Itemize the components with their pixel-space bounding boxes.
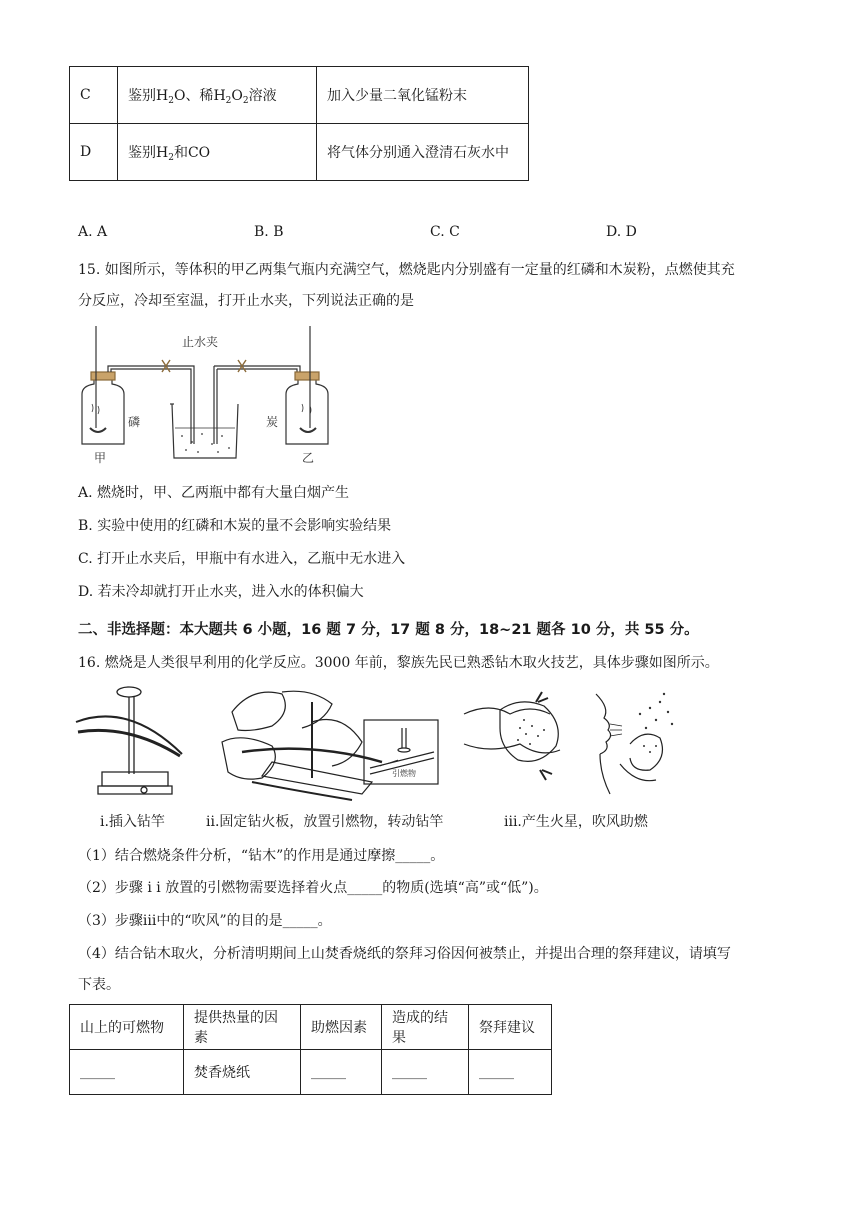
table-row [70, 67, 529, 124]
row-label: D [70, 124, 118, 181]
option-b[interactable]: B. B [254, 224, 284, 240]
phosphorus-label: 磷 [128, 415, 141, 429]
question-16-stem: 16. 燃烧是人类很早利用的化学反应。3000 年前，黎族先民已熟悉钻木取火技艺，具体步骤如图所示。 [78, 655, 719, 671]
section-heading: 二、非选择题：本大题共 6 小题，16 题 7 分，17 题 8 分，18~21 题各 10 分，共 55 分。 [78, 622, 699, 638]
drill-board-illustration [212, 682, 442, 804]
option-a[interactable]: A. 燃烧时，甲、乙两瓶中都有大量白烟产生 [78, 485, 350, 501]
row-item: 鉴别$H_2O$、稀$H_2O_2$溶液 [118, 67, 317, 124]
subquestion-4: （4）结合钻木取火，分析清明期间上山焚香烧纸的祭拜习俗因何被禁止，并提出合理的祭拜建议，请填写 [78, 946, 731, 962]
bottle-jia-label: 甲 [94, 451, 107, 465]
caption-step-1: i.插入钻竿 [100, 814, 165, 830]
option-d[interactable]: D. D [606, 224, 637, 240]
option-c[interactable]: C. 打开止水夹后，甲瓶中有水进入，乙瓶中无水进入 [78, 551, 406, 567]
blank-cell[interactable]: _____ [382, 1050, 469, 1095]
header-cell: 祭拜建议 [469, 1005, 552, 1050]
caption-step-2: ii.固定钻火板，放置引燃物，转动钻竿 [206, 814, 444, 830]
question-15-stem-cont: 分反应，冷却至室温，打开止水夹，下列说法正确的是 [78, 293, 414, 309]
blank-cell[interactable]: _____ [70, 1050, 184, 1095]
apparatus-figure [74, 326, 344, 468]
header-cell: 提供热量的因素 [184, 1005, 301, 1050]
bottle-yi-label: 乙 [302, 451, 315, 465]
blank-cell[interactable]: _____ [469, 1050, 552, 1095]
subquestion-1: （1）结合燃烧条件分析，“钻木”的作用是通过摩擦_____。 [78, 848, 445, 864]
answer-table [69, 66, 529, 181]
row-method: 将气体分别通入澄清石灰水中 [317, 124, 529, 181]
header-cell: 助燃因素 [301, 1005, 382, 1050]
header-cell: 山上的可燃物 [70, 1005, 184, 1050]
header-cell: 造成的结果 [382, 1005, 469, 1050]
inset-label: 引燃物 [392, 769, 416, 778]
option-c[interactable]: C. C [430, 224, 460, 240]
option-d[interactable]: D. 若未冷却就打开止水夹，进入水的体积偏大 [78, 584, 364, 600]
option-b[interactable]: B. 实验中使用的红磷和木炭的量不会影响实验结果 [78, 518, 392, 534]
carbon-label: 炭 [266, 415, 279, 429]
blow-fire-illustration [460, 684, 692, 804]
clamp-label: 止水夹 [182, 335, 219, 349]
table-cell: 焚香烧纸 [184, 1050, 301, 1095]
row-item: 鉴别$H_2$和CO [118, 124, 317, 181]
subquestion-3: （3）步骤iii中的“吹风”的目的是_____。 [78, 913, 332, 929]
option-a[interactable]: A. A [78, 224, 108, 240]
drill-insert-illustration [74, 682, 184, 802]
fill-table [69, 1004, 552, 1095]
table-row [70, 1050, 552, 1095]
caption-step-3: iii.产生火星，吹风助燃 [504, 814, 648, 830]
row-label: C [70, 67, 118, 124]
table-header-row [70, 1005, 552, 1050]
blank-cell[interactable]: _____ [301, 1050, 382, 1095]
question-15-stem: 15. 如图所示，等体积的甲乙两集气瓶内充满空气，燃烧匙内分别盛有一定量的红磷和木炭粉，点燃使其充 [78, 262, 735, 278]
row-method: 加入少量二氧化锰粉末 [317, 67, 529, 124]
subquestion-4-cont: 下表。 [78, 977, 120, 993]
subquestion-2: （2）步骤 i i 放置的引燃物需要选择着火点_____的物质(选填“高”或“低”)。 [78, 880, 548, 896]
table-row [70, 124, 529, 181]
